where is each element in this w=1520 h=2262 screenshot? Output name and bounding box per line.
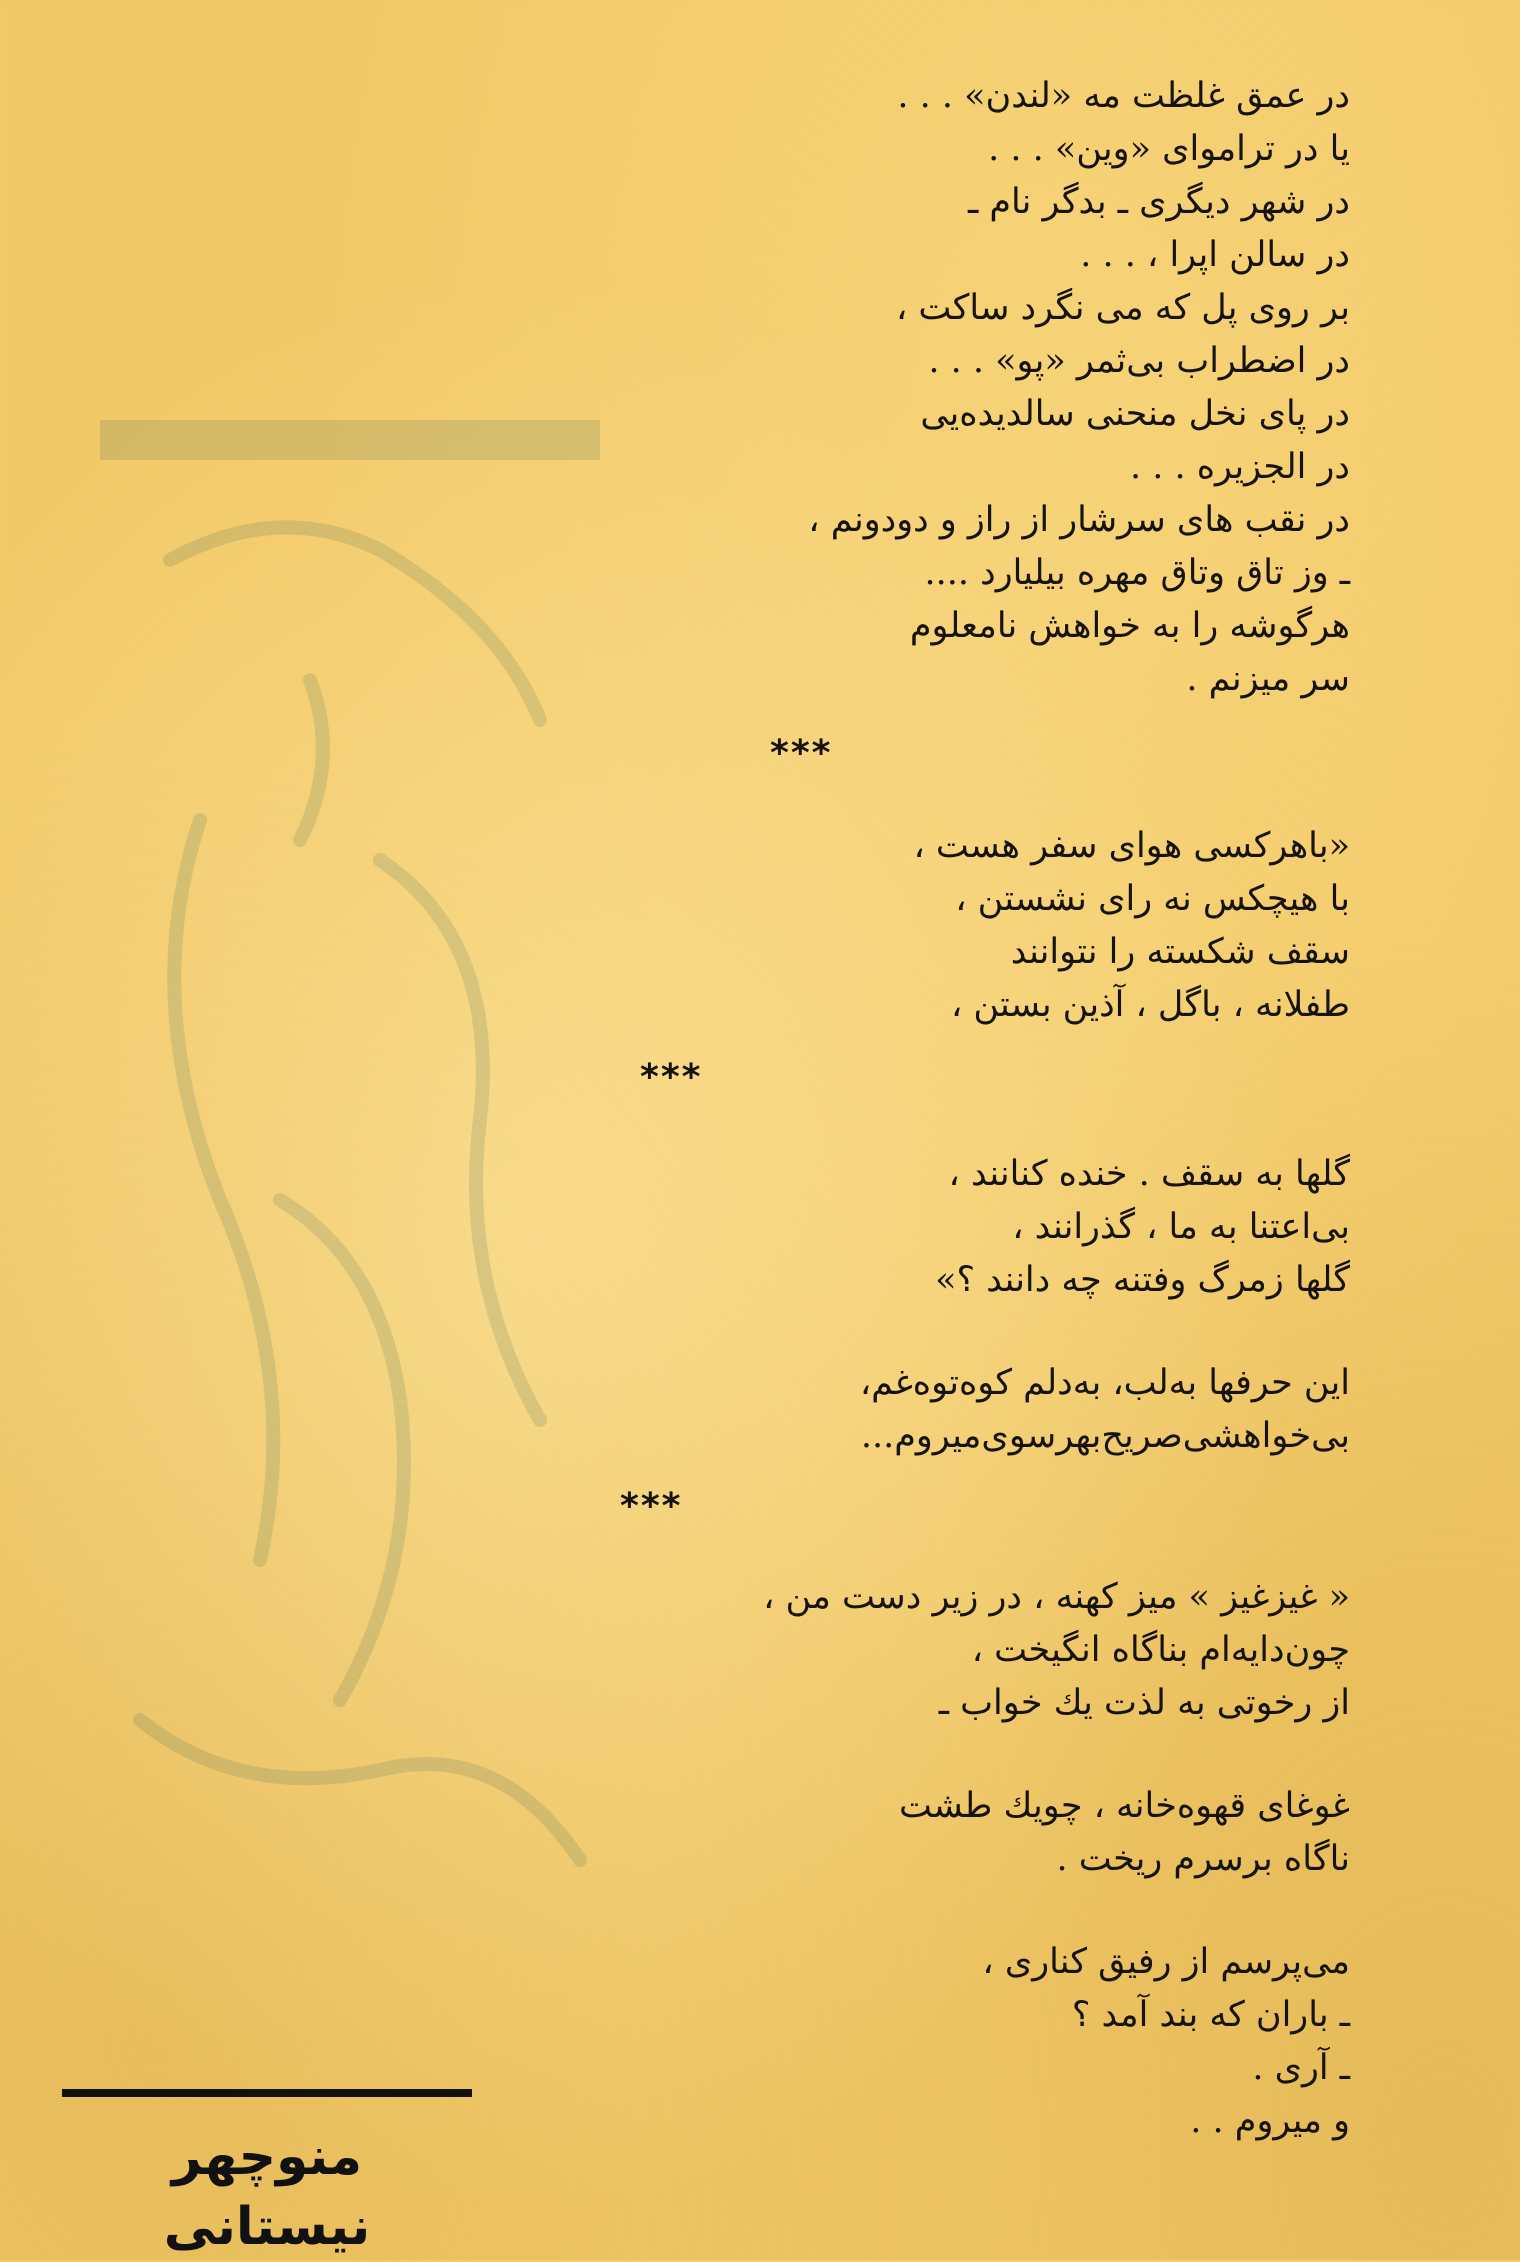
poem-line: غوغای قهوه‌خانه ، چویك طشت [898, 1786, 1350, 1826]
author-divider [62, 2089, 472, 2097]
poem-line: در سالن اپرا ، . . . [1080, 235, 1350, 275]
stanza-5 [490, 1571, 1350, 1730]
stanza-1 [490, 70, 1350, 706]
poem-line: در پای نخل منحنی سالدیده‌یی [920, 394, 1350, 434]
stanza-4 [490, 1357, 1350, 1463]
poem-line: هرگوشه را به خواهش نامعلوم [909, 606, 1350, 646]
poem-line: و میروم . . [1190, 2101, 1350, 2141]
poem-body [490, 70, 1350, 2148]
poem-line: در شهر دیگری ـ بدگر نام ـ [967, 182, 1350, 222]
section-separator: *** [640, 1057, 703, 1098]
poem-line: بر روی پل که می نگرد ساکت ، [895, 288, 1350, 328]
stanza-6 [490, 1780, 1350, 1886]
stanza-7 [490, 1936, 1350, 2148]
poem-line: سر میزنم . [1186, 659, 1350, 699]
stanza-gap [490, 1886, 1350, 1936]
author-name: منوچهر نیستانی [163, 2127, 371, 2257]
poem-line: در عمق غلظت مه «لندن» . . . [897, 76, 1350, 116]
poem-line: بی‌خواهشی‌صریح‌بهرسوی‌میروم... [860, 1416, 1350, 1456]
poem-line: سقف شکسته را نتوانند [1010, 932, 1350, 972]
stanza-gap [490, 1307, 1350, 1357]
poem-line: می‌پرسم از رفیق کناری ، [982, 1942, 1350, 1982]
poem-line: گلها زمرگ وفتنه چه دانند ؟» [935, 1260, 1350, 1300]
poem-line: چون‌دایه‌ام بناگاه انگیخت ، [971, 1630, 1350, 1670]
poem-line: در اضطراب بی‌ثمر «پو» . . . [928, 341, 1350, 381]
poem-line: این حرفها به‌لب، به‌دلم کوه‌توه‌غم، [859, 1363, 1350, 1403]
poem-line: «باهرکسی هوای سفر هست ، [913, 826, 1350, 866]
poem-line: با هیچکس نه رای نشستن ، [955, 879, 1350, 919]
poem-line: از رخوتی به لذت یك خواب ـ [938, 1683, 1350, 1723]
poem-line: یا در تراموای «وین» . . . [988, 129, 1350, 169]
poem-line: « غیزغیز » میز کهنه ، در زیر دست من ، [763, 1577, 1350, 1617]
stanza-3 [490, 1148, 1350, 1307]
section-separator: *** [620, 1486, 683, 1527]
poem-line: ـ وز تاق وتاق مهره بیلیارد .... [924, 553, 1350, 593]
stanza-2 [490, 820, 1350, 1032]
stanza-gap [490, 1730, 1350, 1780]
poem-line: ـ آری . [1252, 2048, 1350, 2088]
poem-line: ـ باران که بند آمد ؟ [1071, 1995, 1350, 2035]
poem-line: بی‌اعتنا به ما ، گذرانند ، [1012, 1207, 1350, 1247]
poem-line: گلها به سقف . خنده کنانند ، [948, 1154, 1350, 1194]
section-separator: *** [770, 733, 833, 774]
poem-line: ناگاه برسرم ریخت . [1056, 1839, 1350, 1879]
poem-line: طفلانه ، باگل ، آذین بستن ، [950, 985, 1350, 1025]
poem-line: در نقب های سرشار از راز و دودونم ، [808, 500, 1350, 540]
poem-line: در الجزیره . . . [1129, 447, 1350, 487]
